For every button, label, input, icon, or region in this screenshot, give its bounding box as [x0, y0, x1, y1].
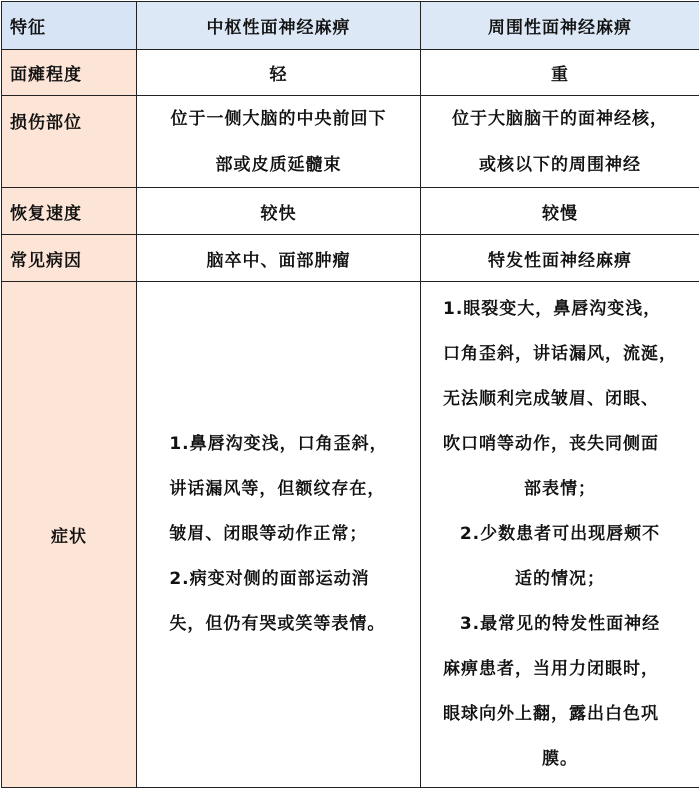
text-line: 吹口哨等动作，丧失同侧面: [443, 434, 659, 454]
comparison-table: [1, 1, 699, 788]
central-value: 较快: [137, 188, 421, 234]
text-line: 位于大脑脑干的面神经核，: [452, 108, 668, 129]
central-value: [137, 96, 421, 187]
text-line: 位于一侧大脑的中央前回下: [170, 108, 387, 129]
text-line: 讲话漏风等，但额纹存在，: [169, 479, 386, 499]
text-line: 3.最常见的特发性面神经: [459, 614, 661, 634]
header-peripheral: 周围性面神经麻痹: [421, 2, 699, 49]
text-line: 2.病变对侧的面部运动消: [169, 569, 370, 589]
central-value: [137, 282, 421, 787]
text-line: 1.眼裂变大，鼻唇沟变浅，: [443, 299, 662, 319]
central-value: 轻: [137, 50, 421, 95]
text-line: 麻痹患者，当用力闭眼时，: [443, 659, 659, 679]
row-label: 损伤部位: [2, 96, 137, 187]
central-value: 脑卒中、面部肿瘤: [137, 235, 421, 281]
text-line: 部表情；: [524, 479, 596, 499]
text-line: 1.鼻唇沟变浅，口角歪斜，: [169, 434, 388, 454]
peripheral-value: 特发性面神经麻痹: [488, 250, 632, 271]
peripheral-value: [421, 96, 699, 187]
text-line: 适的情况；: [515, 569, 605, 589]
text-line: 口角歪斜，讲话漏风，流涎，: [443, 344, 677, 364]
header-row: [2, 2, 699, 50]
text-line: 或核以下的周围神经: [479, 154, 641, 175]
table-row: [2, 50, 699, 96]
text-line: 膜。: [542, 749, 578, 769]
header-central: 中枢性面神经麻痹: [137, 2, 421, 49]
peripheral-value: 重: [551, 65, 569, 85]
row-label: 面瘫程度: [2, 50, 137, 95]
row-label: 恢复速度: [2, 188, 137, 234]
text-line: 眼球向外上翻，露出白色巩: [443, 704, 659, 724]
peripheral-value: 较慢: [542, 203, 578, 224]
table-row: [2, 96, 699, 188]
text-line: 2.少数患者可出现唇颊不: [459, 524, 661, 544]
text-line: 失，但仍有哭或笑等表情。: [169, 614, 386, 634]
header-feature: 特征: [2, 2, 137, 49]
text-line: 部或皮质延髓束: [215, 154, 342, 175]
text-line: 无法顺利完成皱眉、闭眼、: [443, 389, 659, 409]
peripheral-value: [421, 282, 699, 787]
table-row: [2, 235, 699, 282]
text-line: 皱眉、闭眼等动作正常；: [169, 524, 368, 544]
table-row: [2, 282, 699, 787]
table-row: [2, 188, 699, 235]
row-label: 症状: [2, 282, 137, 787]
row-label: 常见病因: [2, 235, 137, 281]
